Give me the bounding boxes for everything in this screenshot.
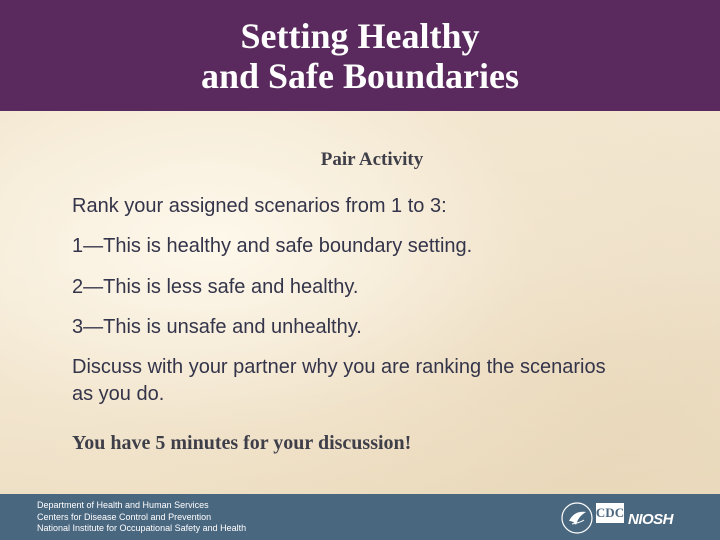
rank-item-1: 1—This is healthy and safe boundary setting. bbox=[72, 235, 473, 257]
footer-bar bbox=[0, 494, 720, 540]
footer-agency-text bbox=[37, 500, 246, 535]
rank-item-3: 3—This is unsafe and unhealthy. bbox=[72, 316, 362, 338]
footer-line-1: Department of Health and Human Services bbox=[37, 500, 209, 510]
page-title-line-1: Setting Healthy bbox=[240, 15, 480, 56]
footer-logos bbox=[560, 499, 710, 535]
cdc-logo-subtext bbox=[596, 524, 626, 532]
cdc-logo-icon: CDC bbox=[596, 503, 624, 523]
discussion-text: Discuss with your partner why you are ranking the scenarios as you do. bbox=[72, 356, 606, 405]
time-note: You have 5 minutes for your discussion! bbox=[72, 432, 412, 454]
hhs-eagle-logo-icon bbox=[560, 501, 594, 535]
instruction-text: Rank your assigned scenarios from 1 to 3: bbox=[72, 195, 447, 217]
title-bar bbox=[0, 0, 720, 111]
slide-body bbox=[72, 146, 672, 454]
footer-line-2: Centers for Disease Control and Prevention bbox=[37, 511, 212, 522]
niosh-logo-icon: NIOSH bbox=[628, 511, 674, 528]
footer-line-3: National Institute for Occupational Safety and Health bbox=[37, 523, 247, 533]
page-title-line-2: and Safe Boundaries bbox=[200, 55, 520, 96]
subheading: Pair Activity bbox=[320, 149, 424, 170]
rank-item-2: 2—This is less safe and healthy. bbox=[72, 276, 359, 298]
